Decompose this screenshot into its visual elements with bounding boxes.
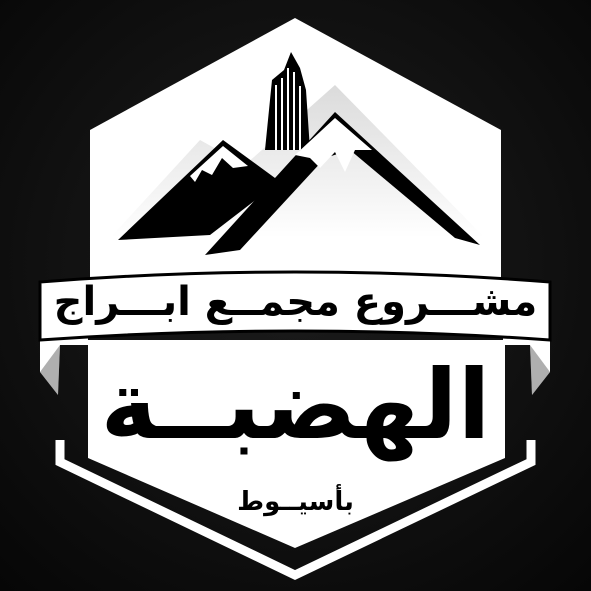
ribbon-text: مشـــروع مجمــع ابـــراج: [53, 279, 538, 325]
logo-subtitle: بأسيــوط: [237, 487, 354, 517]
logo-title: الهضبــة: [100, 349, 491, 461]
